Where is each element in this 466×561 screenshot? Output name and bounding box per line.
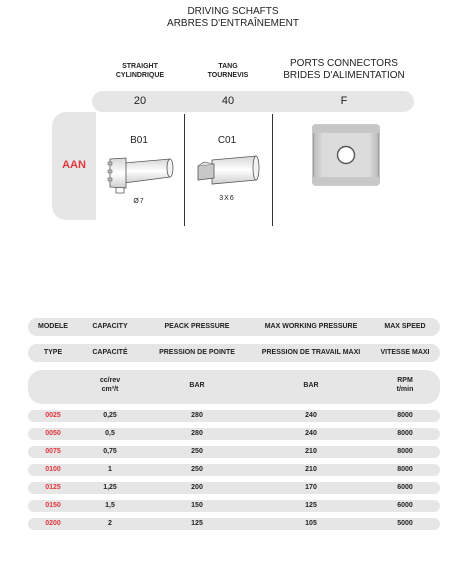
code-cell-tang: 40 [221,95,235,107]
table-cell: 8000 [397,448,413,455]
section-title-fr: ARBRES D'ENTRAÎNEMENT [167,18,299,29]
model-code-cell: 0050 [45,430,61,437]
table-cell: 250 [191,448,203,455]
column-heading-line2: BRIDES D'ALIMENTATION [283,70,405,81]
table-cell: 0,5 [105,430,115,437]
table-cell: 280 [191,412,203,419]
model-code-cell: 0100 [45,466,61,473]
table-cell: 1 [108,466,112,473]
column-heading-tang [188,62,268,80]
table-cell: 0,75 [103,448,117,455]
table-cell: 8000 [397,430,413,437]
table-cell: 8000 [397,412,413,419]
model-code-cell: 0025 [45,412,61,419]
table-units-cell [370,376,440,394]
column-divider [272,114,273,226]
units-line2: t/min [396,386,414,393]
table-cell: 200 [191,484,203,491]
model-code-cell: 0200 [45,520,61,527]
table-cell: 0,25 [103,412,117,419]
shaft-code-c01: C01 [217,135,237,146]
table-cell: 105 [305,520,317,527]
column-heading-line2: TOURNEVIS [207,72,249,79]
model-code-cell: 0125 [45,484,61,491]
table-cell: 6000 [397,484,413,491]
straight-shaft-drawing [102,150,176,196]
code-cell-straight: 20 [133,95,147,107]
table-header-cell: MAX WORKING PRESSURE [264,323,358,330]
shaft-dimension-b01: Ø7 [133,198,145,205]
table-cell: 150 [191,502,203,509]
table-cell: 170 [305,484,317,491]
table-header-cell: VITESSE MAXI [380,349,430,356]
table-cell: 240 [305,412,317,419]
shaft-code-b01: B01 [130,135,148,146]
table-header-cell: CAPACITY [92,323,128,330]
table-cell: 2 [108,520,112,527]
section-title-en: DRIVING SCHAFTS [187,6,279,17]
table-cell: 8000 [397,466,413,473]
table-cell: 280 [191,430,203,437]
table-cell: 125 [305,502,317,509]
table-cell: 1,5 [105,502,115,509]
table-header-cell: CAPACITÉ [92,349,128,356]
table-cell: 210 [305,466,317,473]
column-heading-line1: TANG [218,63,238,70]
table-header-cell: PRESSION DE TRAVAIL MAXI [261,349,361,356]
units-line2: cm³/t [101,386,119,393]
table-cell: 210 [305,448,317,455]
table-cell: 125 [191,520,203,527]
table-units-cell [78,376,142,394]
column-heading-line2: CYLINDRIQUE [115,72,165,79]
table-cell: 1,25 [103,484,117,491]
table-units-cell: BAR [303,382,319,389]
table-cell: 250 [191,466,203,473]
units-line1: RPM [397,377,413,384]
table-cell: 6000 [397,502,413,509]
tang-shaft-drawing [194,152,264,192]
column-heading-line1: STRAIGHT [122,63,158,70]
shaft-dimension-c01: 3X6 [219,195,235,202]
port-flange-drawing [312,124,380,186]
model-code-cell: 0075 [45,448,61,455]
model-code-cell: 0150 [45,502,61,509]
column-heading-straight [100,62,180,80]
code-cell-ports: F [340,95,348,107]
table-cell: 240 [305,430,317,437]
row-label: AAN [62,159,86,171]
column-divider [184,114,185,226]
table-header-cell: MODELE [38,323,68,330]
units-line1: cc/rev [99,377,121,384]
column-heading-line1: PORTS CONNECTORS [290,58,398,69]
table-header-cell: TYPE [43,349,63,356]
column-heading-ports [276,58,412,82]
table-units-cell: BAR [189,382,205,389]
table-header-cell: PEACK PRESSURE [164,323,230,330]
table-header-cell: MAX SPEED [384,323,426,330]
table-header-cell: PRESSION DE POINTE [159,349,235,356]
table-cell: 5000 [397,520,413,527]
